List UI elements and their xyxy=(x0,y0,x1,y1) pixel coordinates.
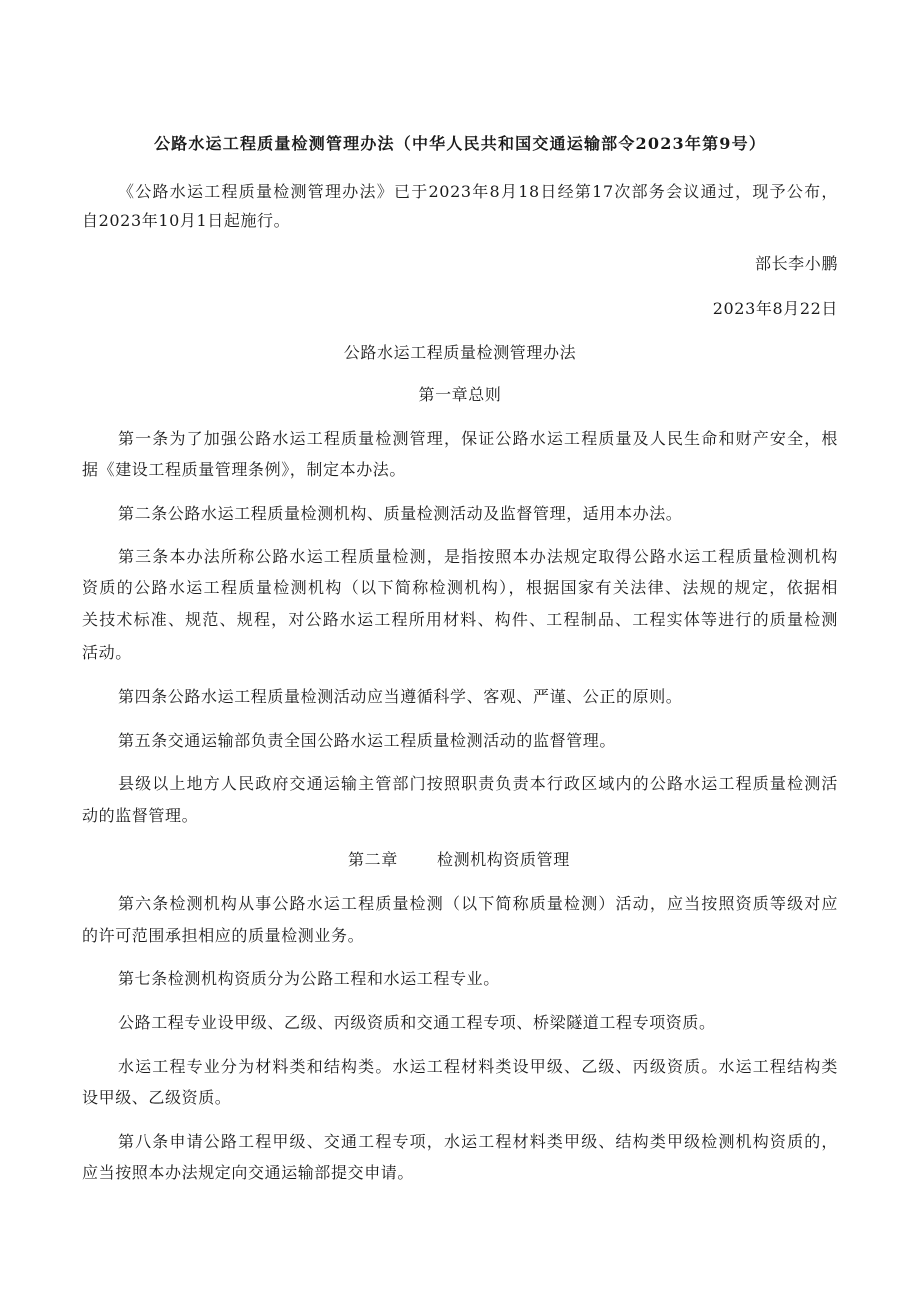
article-3-line-1: 第三条本办法所称公路水运工程质量检测，是指按照本办法规定取得公路水运工程质量检测机构 xyxy=(118,547,838,566)
article-6-line-2: 的许可范围承担相应的质量检测业务。 xyxy=(82,926,365,945)
article-5-paragraph-2-line-1: 县级以上地方人民政府交通运输主管部门按照职责负责本行政区域内的公路水运工程质量检测活 xyxy=(118,774,838,793)
article-7-paragraph-3-line-2: 设甲级、乙级资质。 xyxy=(82,1088,232,1107)
chapter-2-number: 第二章 xyxy=(348,850,398,869)
article-5: 第五条交通运输部负责全国公路水运工程质量检测活动的监督管理。 xyxy=(118,731,617,750)
article-7: 第七条检测机构资质分为公路工程和水运工程专业。 xyxy=(118,969,500,988)
signatory: 部长李小鹏 xyxy=(754,254,838,273)
article-3-line-3: 关技术标准、规范、规程，对公路水运工程所用材料、构件、工程制品、工程实体等进行的质量检测 xyxy=(82,610,838,629)
article-1-line-1: 第一条为了加强公路水运工程质量检测管理，保证公路水运工程质量及人民生命和财产安全，根 xyxy=(118,429,838,448)
regulation-subtitle: 公路水运工程质量检测管理办法 xyxy=(343,343,577,362)
article-7-paragraph-2: 公路工程专业设甲级、乙级、丙级资质和交通工程专项、桥梁隧道工程专项资质。 xyxy=(118,1013,716,1032)
promulgation-line-2: 自2023年10月1日起施行。 xyxy=(82,211,291,230)
article-8-line-2: 应当按照本办法规定向交通运输部提交申请。 xyxy=(82,1163,415,1182)
chapter-2-title: 检测机构资质管理 xyxy=(437,850,570,869)
article-8-line-1: 第八条申请公路工程甲级、交通工程专项，水运工程材料类甲级、结构类甲级检测机构资质的， xyxy=(118,1132,838,1151)
article-2: 第二条公路水运工程质量检测机构、质量检测活动及监督管理，适用本办法。 xyxy=(118,504,683,523)
article-7-paragraph-3-line-1: 水运工程专业分为材料类和结构类。水运工程材料类设甲级、乙级、丙级资质。水运工程结构类 xyxy=(118,1057,838,1076)
article-4: 第四条公路水运工程质量检测活动应当遵循科学、客观、严谨、公正的原则。 xyxy=(118,687,683,706)
article-6-line-1: 第六条检测机构从事公路水运工程质量检测（以下简称质量检测）活动，应当按照资质等级对应 xyxy=(118,894,838,913)
chapter-1-heading: 第一章总则 xyxy=(418,385,502,404)
article-3-line-2: 资质的公路水运工程质量检测机构（以下简称检测机构），根据国家有关法律、法规的规定，依据相 xyxy=(82,578,838,597)
signing-date: 2023年8月22日 xyxy=(712,299,838,318)
article-1-line-2: 据《建设工程质量管理条例》，制定本办法。 xyxy=(82,460,407,479)
article-5-paragraph-2-line-2: 动的监督管理。 xyxy=(82,806,199,825)
promulgation-line-1: 《公路水运工程质量检测管理办法》已于2023年8月18日经第17次部务会议通过，现予公布， xyxy=(118,182,838,201)
article-3-line-4: 活动。 xyxy=(82,643,132,662)
document-title: 公路水运工程质量检测管理办法（中华人民共和国交通运输部令2023年第9号） xyxy=(153,134,767,153)
